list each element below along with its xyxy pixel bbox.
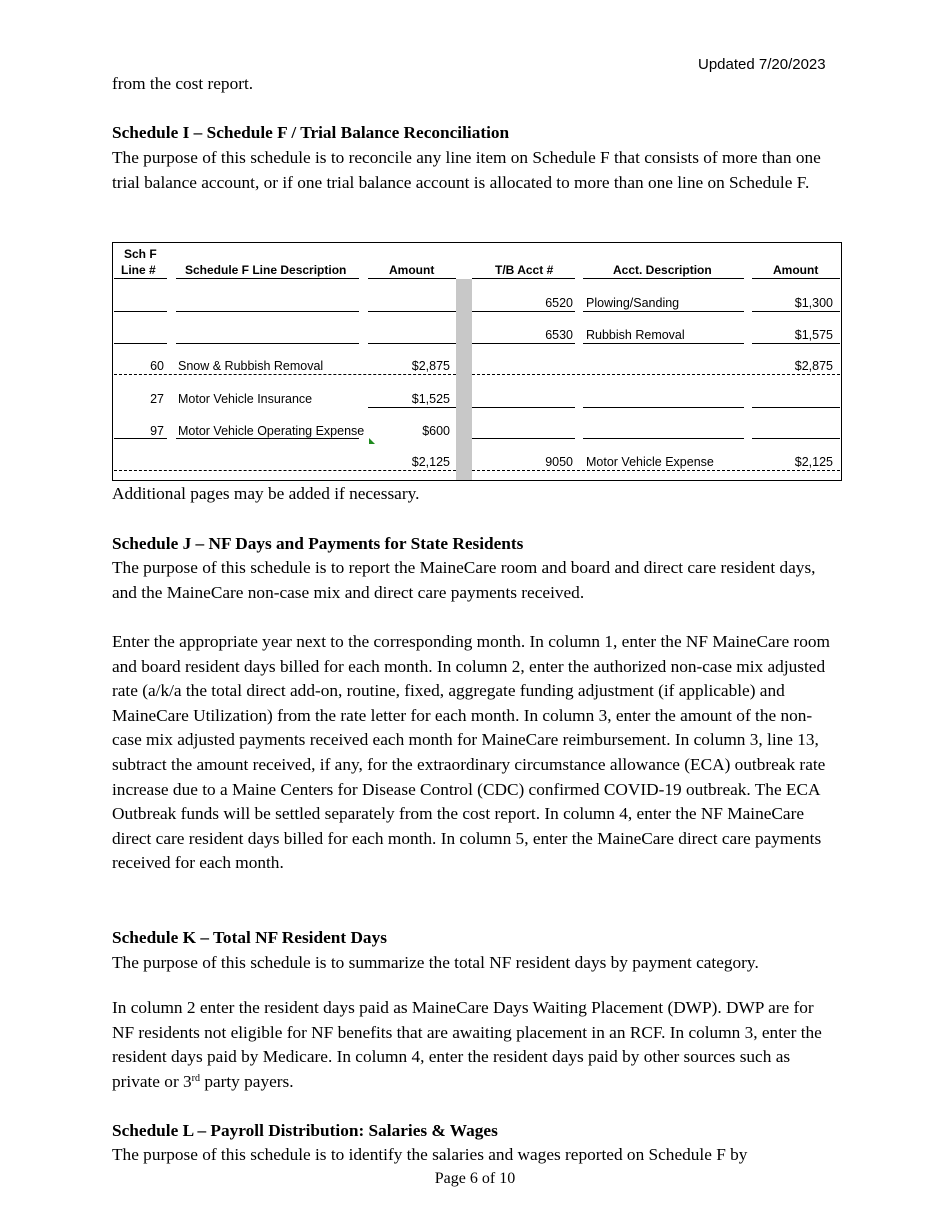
schedule-j-body-1: The purpose of this schedule is to report the MaineCare room and board and direct care resident days, and the MaineCare non-case mix and direct care payments received. — [112, 558, 816, 602]
row-2-account-description: Rubbish Removal — [586, 328, 685, 342]
row-2-amount-2: $1,575 — [794, 328, 833, 342]
row-4-line-description: Motor Vehicle Insurance — [178, 392, 313, 406]
row-6-tb-account: 9050 — [545, 455, 573, 469]
table-gray-separator — [456, 279, 472, 480]
row-1-amount-2: $1,300 — [794, 296, 833, 310]
row-6-amount-2: $2,125 — [794, 455, 833, 469]
row-6-amount: $2,125 — [411, 455, 450, 469]
header-sch-f: Sch F — [124, 247, 157, 261]
schedule-j-heading: Schedule J – NF Days and Payments for State Residents — [112, 534, 524, 553]
header-amount: Amount — [389, 263, 435, 277]
header-account-description: Acct. Description — [613, 263, 712, 277]
header-tb-account: T/B Acct # — [495, 263, 554, 277]
row-3-amount-2: $2,875 — [794, 359, 833, 373]
row-1-tb-account: 6520 — [545, 296, 573, 310]
row-3-line-number: 60 — [150, 359, 164, 373]
cell-comment-marker — [369, 438, 375, 444]
row-3-line-description: Snow & Rubbish Removal — [178, 359, 324, 373]
header-amount-2: Amount — [773, 263, 819, 277]
page-number: Page 6 of 10 — [434, 1170, 516, 1187]
schedule-j-body-2: Enter the appropriate year next to the corresponding month. In column 1, enter the NF MaineCare room and board resident days billed for each month. In column 2, enter the authorized non-case mix adjusted rate (a/k/a the total direct add-on, routine, fixed, aggregate funding adjustment (if applicable) and MaineCare Utilization) from the rate letter for each month. In column 3, enter the amount of the non-case mix adjusted payments received each month for MaineCare reimbursement. In column 3, line 13, subtract the amount received, if any, for the extraordinary circumstance allowance (ECA) outbreak rate increase due to a Maine Centers for Disease Control (CDC) confirmed COVID-19 outbreak. The ECA Outbreak funds will be settled separately from the cost report. In column 4, enter the NF MaineCare direct care resident days billed for each month. In column 5, enter the MaineCare direct care payments received for each month. — [112, 632, 830, 873]
schedule-l-heading: Schedule L – Payroll Distribution: Salaries & Wages — [112, 1121, 498, 1140]
row-5-line-description: Motor Vehicle Operating Expense — [178, 424, 365, 438]
row-6-account-description: Motor Vehicle Expense — [586, 455, 714, 469]
intro-fragment: from the cost report. — [112, 74, 254, 93]
row-4-line-number: 27 — [150, 392, 164, 406]
row-4-amount: $1,525 — [411, 392, 450, 406]
row-1-account-description: Plowing/Sanding — [586, 296, 680, 310]
row-5-line-number: 97 — [150, 424, 164, 438]
row-5-amount: $600 — [422, 424, 450, 438]
schedule-i-heading: Schedule I – Schedule F / Trial Balance Reconciliation — [112, 123, 510, 142]
schedule-i-body: The purpose of this schedule is to reconcile any line item on Schedule F that consists of more than one trial balance account, or if one trial balance account is allocated to more than one line on Schedule F. — [112, 148, 821, 192]
additional-pages-note: Additional pages may be added if necessary. — [112, 484, 420, 503]
row-2-tb-account: 6530 — [545, 328, 573, 342]
row-3-amount: $2,875 — [411, 359, 450, 373]
updated-date: Updated 7/20/2023 — [698, 56, 826, 73]
reconciliation-table — [112, 242, 842, 481]
schedule-l-body: The purpose of this schedule is to identify the salaries and wages reported on Schedule F by — [112, 1145, 748, 1164]
schedule-k-body-1: The purpose of this schedule is to summarize the total NF resident days by payment category. — [112, 953, 759, 972]
header-line-number: Line # — [121, 263, 156, 277]
schedule-k-heading: Schedule K – Total NF Resident Days — [112, 928, 387, 947]
schedule-k-body-2: In column 2 enter the resident days paid as MaineCare Days Waiting Placement (DWP). DWP are for NF residents not eligible for NF benefits that are awaiting placement in an RCF. In column 3, enter the resident days paid by Medicare. In column 4, enter the resident days paid by other sources such as private or 3rd party payers. — [112, 998, 822, 1091]
header-line-description: Schedule F Line Description — [185, 263, 347, 277]
